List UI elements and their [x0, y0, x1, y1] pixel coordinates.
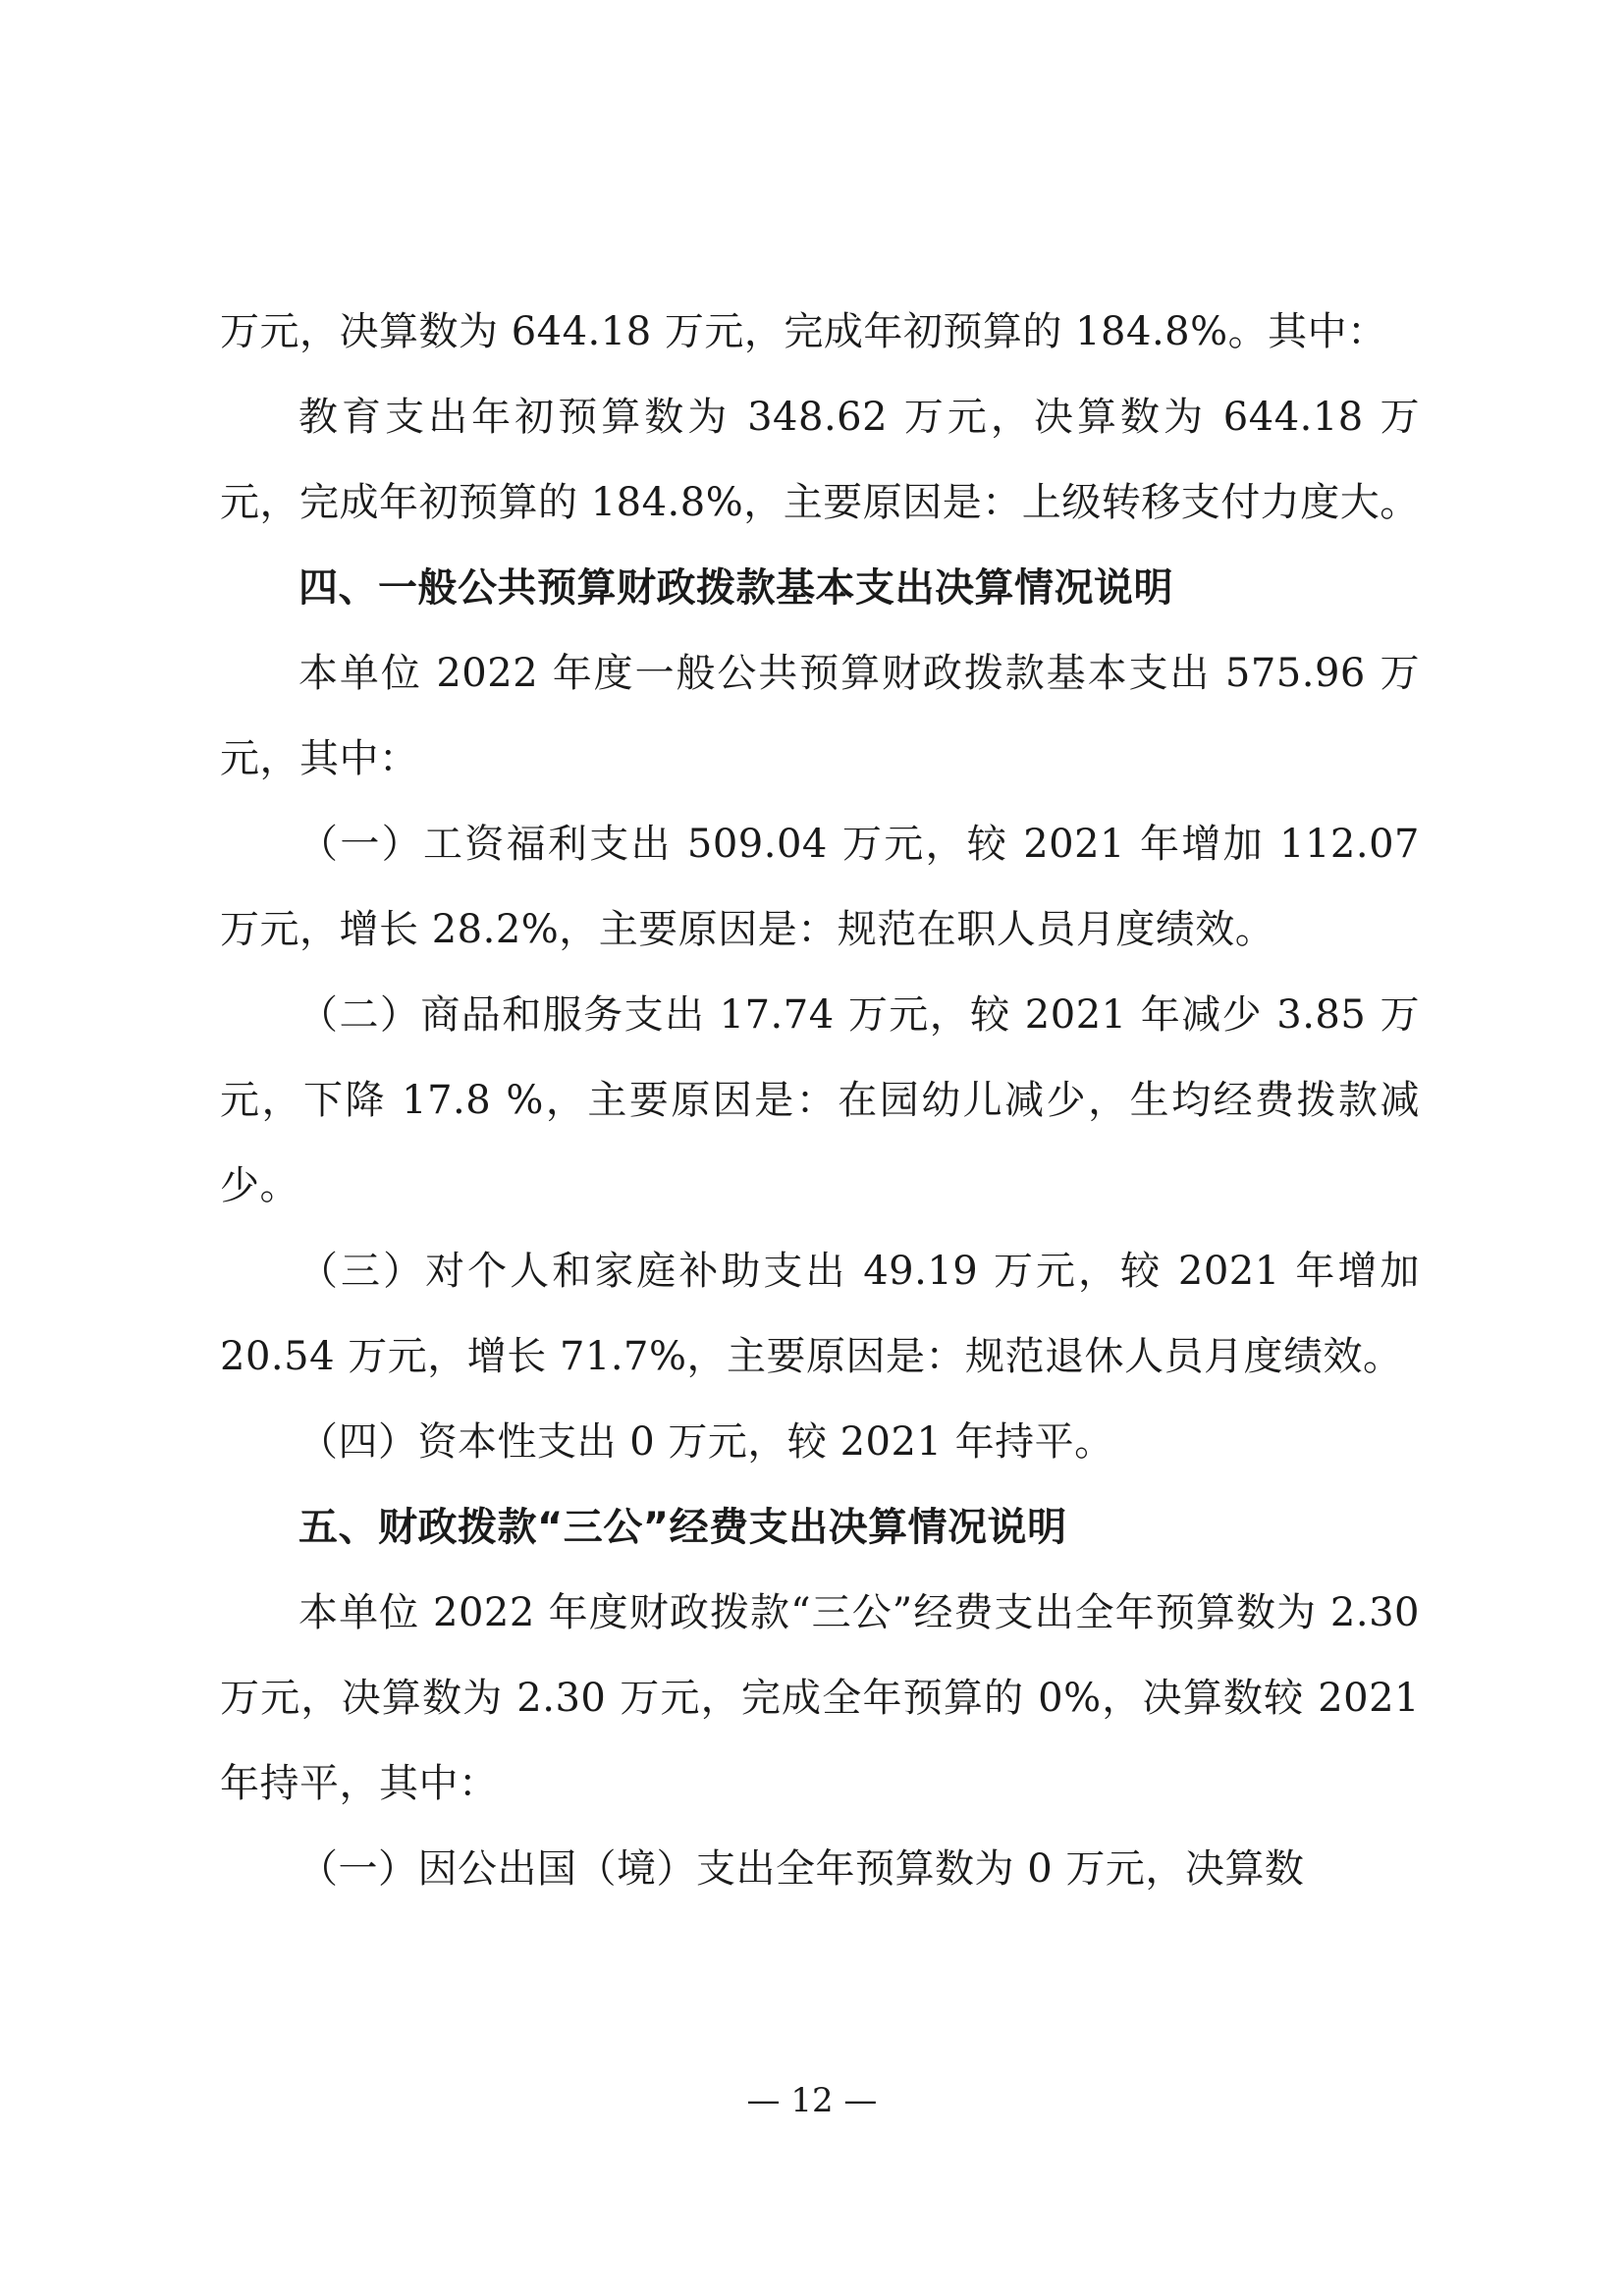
paragraph-basic-expenditure-total: 本单位 2022 年度一般公共预算财政拨款基本支出 575.96 万元，其中：	[220, 651, 1420, 781]
paragraph-three-public-total: 本单位 2022 年度财政拨款“三公”经费支出全年预算数为 2.30 万元，决算数为 2.30 万元，完成全年预算的 0%，决算数较 2021 年持平，其中：	[220, 1590, 1420, 1806]
paragraph-education-expenditure: 教育支出年初预算数为 348.62 万元，决算数为 644.18 万元，完成年初预算的 184.8%，主要原因是：上级转移支付力度大。	[220, 395, 1420, 525]
paragraph-overseas-travel: （一）因公出国（境）支出全年预算数为 0 万元，决算数	[298, 1846, 1305, 1892]
section-heading-three-public: 五、财政拨款“三公”经费支出决算情况说明	[298, 1505, 1067, 1550]
paragraph-personal-household-subsidy: （三）对个人和家庭补助支出 49.19 万元，较 2021 年增加 20.54 万元，增长 71.7%，主要原因是：规范退休人员月度绩效。	[220, 1249, 1420, 1379]
paragraph-education-total-cont: 万元，决算数为 644.18 万元，完成年初预算的 184.8%。其中：	[220, 309, 1387, 354]
paragraph-capital-expenditure: （四）资本性支出 0 万元，较 2021 年持平。	[298, 1419, 1114, 1465]
paragraph-goods-services: （二）商品和服务支出 17.74 万元，较 2021 年减少 3.85 万元，下降 17.8 %，主要原因是：在园幼儿减少，生均经费拨款减少。	[220, 992, 1420, 1208]
paragraph-wage-welfare: （一）工资福利支出 509.04 万元，较 2021 年增加 112.07 万元，增长 28.2%，主要原因是：规范在职人员月度绩效。	[220, 822, 1420, 952]
page-number: — 12 —	[746, 2081, 878, 2120]
document-body	[220, 290, 1420, 1912]
section-heading-basic-expenditure: 四、一般公共预算财政拨款基本支出决算情况说明	[298, 565, 1173, 611]
